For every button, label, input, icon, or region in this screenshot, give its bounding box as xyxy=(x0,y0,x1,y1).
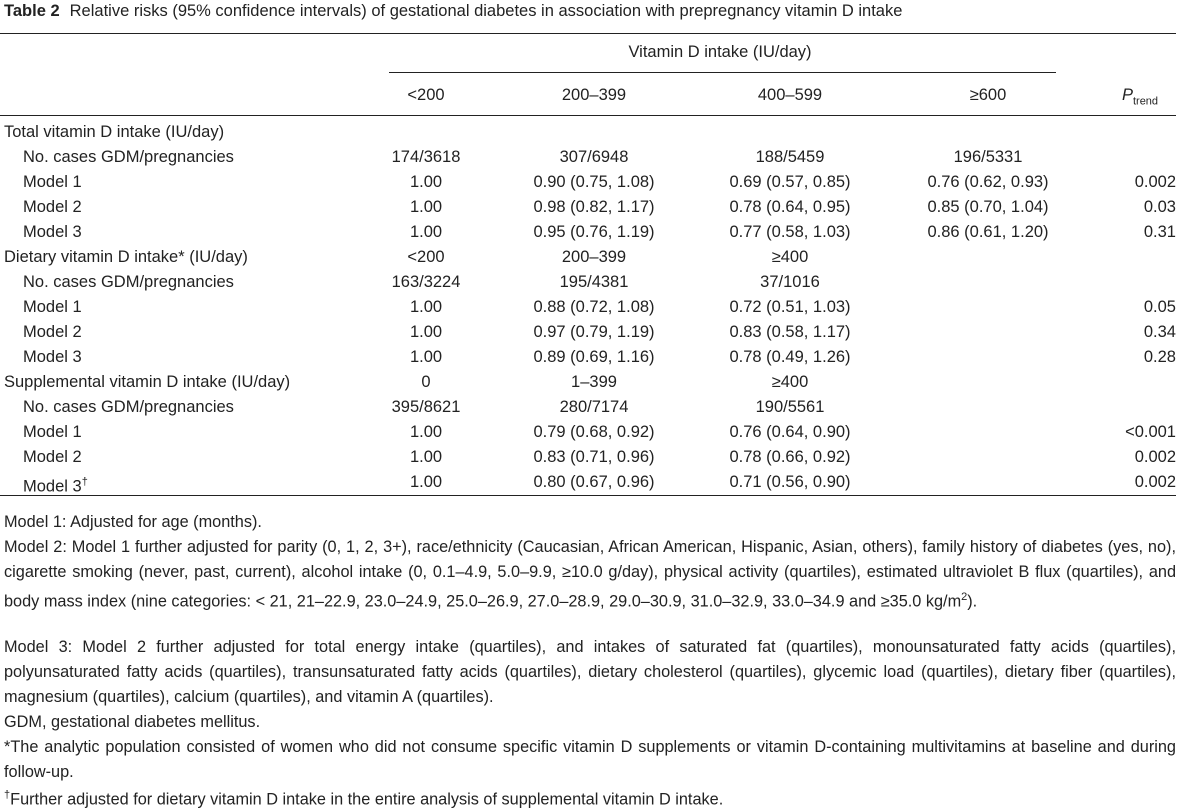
col-200-399-value: 0.79 (0.68, 0.92) xyxy=(533,423,655,441)
col-400-599-value: 0.78 (0.66, 0.92) xyxy=(729,448,851,466)
ptrend-value: 0.002 xyxy=(1134,448,1176,466)
col-200-399-value: 0.89 (0.69, 1.16) xyxy=(533,348,655,366)
column-group-header: Vitamin D intake (IU/day) xyxy=(628,43,812,61)
ptrend-value: 0.03 xyxy=(1143,198,1176,216)
col-400-599-value: 0.71 (0.56, 0.90) xyxy=(729,473,851,491)
footnote-model2-end: ). xyxy=(967,592,978,611)
table-row xyxy=(0,220,1181,245)
footnote-gdm: GDM, gestational diabetes mellitus. xyxy=(4,713,261,731)
row-label-text: Model 1 xyxy=(23,423,82,441)
table-caption xyxy=(4,2,902,21)
ptrend-value: 0.28 xyxy=(1143,348,1176,366)
table-row xyxy=(0,295,1181,320)
col-200-399-value: 200–399 xyxy=(561,248,627,266)
col-200-399-value: 0.83 (0.71, 0.96) xyxy=(533,448,655,466)
col-lt200-value: 395/8621 xyxy=(391,398,461,416)
table-row xyxy=(0,470,1181,495)
col-200-399-value: 307/6948 xyxy=(559,148,629,166)
col-ge600-value: 0.85 (0.70, 1.04) xyxy=(927,198,1049,216)
table-row xyxy=(0,195,1181,220)
row-label-text: No. cases GDM/pregnancies xyxy=(23,398,234,416)
row-label xyxy=(23,147,234,167)
col-200-399-value: 0.80 (0.67, 0.96) xyxy=(533,473,655,491)
col-ge600-value: 0.76 (0.62, 0.93) xyxy=(927,173,1049,191)
row-label-text: Model 2 xyxy=(23,323,82,341)
table-row xyxy=(0,270,1181,295)
row-label-text: Model 3 xyxy=(23,348,82,366)
table-row xyxy=(0,420,1181,445)
row-label-text: Model 3 xyxy=(23,477,82,496)
row-label xyxy=(23,297,82,317)
col-400-599-value: 188/5459 xyxy=(755,148,825,166)
footnote-dagger-mark: † xyxy=(4,789,11,801)
col-400-599-value: 0.72 (0.51, 1.03) xyxy=(729,298,851,316)
column-header-3: 400–599 xyxy=(757,86,823,104)
row-label xyxy=(23,422,82,442)
row-label-text: Model 1 xyxy=(23,298,82,316)
row-label-text: No. cases GDM/pregnancies xyxy=(23,273,234,291)
col-200-399-value: 0.88 (0.72, 1.08) xyxy=(533,298,655,316)
col-200-399-value: 280/7174 xyxy=(559,398,629,416)
header-rule xyxy=(0,115,1176,116)
column-header-1: <200 xyxy=(407,86,445,104)
table-row xyxy=(0,145,1181,170)
row-label xyxy=(23,322,82,342)
col-ge600-value: 196/5331 xyxy=(953,148,1023,166)
col-400-599-value: 0.78 (0.49, 1.26) xyxy=(729,348,851,366)
row-label xyxy=(23,347,82,367)
col-lt200-value: 1.00 xyxy=(409,198,443,216)
col-lt200-value: 1.00 xyxy=(409,423,443,441)
col-lt200-value: 1.00 xyxy=(409,348,443,366)
col-lt200-value: 1.00 xyxy=(409,298,443,316)
col-400-599-value: 0.78 (0.64, 0.95) xyxy=(729,198,851,216)
ptrend-value: 0.002 xyxy=(1134,473,1176,491)
footnote-model2-text: Model 2: Model 1 further adjusted for parity (0, 1, 2, 3+), race/ethnicity (Caucasian, African American, Hispanic, Asian, others), family history of diabetes (yes, no), cigarette smoking (never, past, current), alcohol intake (0, 0.1–4.9, 5.0–9.9, ≥10.0 g/day), physical activity (quartiles), estimated ultraviolet B flux (quartiles), and body mass index (nine categories: < 21, 21–22.9, 23.0–24.9, 25.0–26.9, 27.0–28.9, 29.0–30.9, 31.0–32.9, 33.0–34.9 and ≥35.0 kg/m xyxy=(4,538,1176,611)
col-lt200-value: 1.00 xyxy=(409,323,443,341)
column-group-rule xyxy=(389,72,1056,73)
col-lt200-value: 174/3618 xyxy=(391,148,461,166)
row-label xyxy=(4,247,248,267)
table-row xyxy=(0,245,1181,270)
footnote-star: *The analytic population consisted of women who did not consume specific vitamin D supplements or vitamin D-containing multivitamins at baseline and during follow-up. xyxy=(4,738,1176,781)
row-label-text: Supplemental vitamin D intake (IU/day) xyxy=(4,373,291,391)
ptrend-value: 0.05 xyxy=(1143,298,1176,316)
row-label-text: Model 3 xyxy=(23,223,82,241)
row-label xyxy=(23,397,234,417)
row-label-text: No. cases GDM/pregnancies xyxy=(23,148,234,166)
row-label xyxy=(23,222,82,242)
col-200-399-value: 0.97 (0.79, 1.19) xyxy=(533,323,655,341)
footnote-model3: Model 3: Model 2 further adjusted for total energy intake (quartiles), and intakes of saturated fat (quartiles), monounsaturated fatty acids (quartiles), polyunsaturated fatty acids (quartiles), transunsaturated fatty acids (quartiles), dietary cholesterol (quartiles), glycemic load (quartiles), dietary fiber (quartiles), magnesium (quartiles), calcium (quartiles), and vitamin A (quartiles). xyxy=(4,638,1176,706)
column-header-2: 200–399 xyxy=(561,86,627,104)
row-label xyxy=(23,197,82,217)
row-label-text: Dietary vitamin D intake* (IU/day) xyxy=(4,248,248,266)
ptrend-value: 0.002 xyxy=(1134,173,1176,191)
row-label xyxy=(23,272,234,292)
col-lt200-value: 1.00 xyxy=(409,173,443,191)
row-label xyxy=(4,122,224,142)
footnote-dagger xyxy=(4,783,1176,812)
footnote-model2-sup: 2 xyxy=(961,591,968,603)
row-label xyxy=(23,447,82,467)
col-lt200-value: 163/3224 xyxy=(391,273,461,291)
col-400-599-value: ≥400 xyxy=(771,373,809,391)
col-400-599-value: 0.83 (0.58, 1.17) xyxy=(729,323,851,341)
ptrend-symbol: P xyxy=(1121,86,1133,104)
col-200-399-value: 0.98 (0.82, 1.17) xyxy=(533,198,655,216)
col-400-599-value: 37/1016 xyxy=(760,273,820,291)
table-row xyxy=(0,120,1181,145)
table-row xyxy=(0,345,1181,370)
table-row xyxy=(0,445,1181,470)
col-400-599-value: 0.69 (0.57, 0.85) xyxy=(729,173,851,191)
row-label xyxy=(4,372,290,392)
col-400-599-value: ≥400 xyxy=(771,248,809,266)
row-label-text: Total vitamin D intake (IU/day) xyxy=(4,123,225,141)
col-200-399-value: 0.90 (0.75, 1.08) xyxy=(533,173,655,191)
col-400-599-value: 190/5561 xyxy=(755,398,825,416)
footnote-model2 xyxy=(4,535,1176,614)
ptrend-header xyxy=(1122,85,1158,111)
row-label-text: Model 1 xyxy=(23,173,82,191)
col-200-399-value: 0.95 (0.76, 1.19) xyxy=(533,223,655,241)
table-label: Table 2 xyxy=(4,2,60,20)
top-rule xyxy=(0,33,1176,34)
ptrend-value: <0.001 xyxy=(1125,423,1176,441)
bottom-rule xyxy=(0,495,1176,496)
col-400-599-value: 0.76 (0.64, 0.90) xyxy=(729,423,851,441)
ptrend-value: 0.31 xyxy=(1143,223,1176,241)
row-label-text: Model 2 xyxy=(23,448,82,466)
col-lt200-value: 0 xyxy=(421,373,431,391)
col-lt200-value: 1.00 xyxy=(409,473,443,491)
col-200-399-value: 195/4381 xyxy=(559,273,629,291)
footnote-model1: Model 1: Adjusted for age (months). xyxy=(4,513,262,531)
table-title: Relative risks (95% confidence intervals) of gestational diabetes in association with prepregnancy vitamin D intake xyxy=(69,2,903,20)
col-400-599-value: 0.77 (0.58, 1.03) xyxy=(729,223,851,241)
row-label-text: Model 2 xyxy=(23,198,82,216)
col-lt200-value: 1.00 xyxy=(409,223,443,241)
ptrend-subscript: trend xyxy=(1132,95,1159,108)
row-label-sup: † xyxy=(81,476,88,488)
row-label xyxy=(23,472,88,497)
footnote-dagger-text: Further adjusted for dietary vitamin D intake in the entire analysis of supplemental vitamin D intake. xyxy=(10,790,724,809)
table-row xyxy=(0,320,1181,345)
table-row xyxy=(0,370,1181,395)
table-row xyxy=(0,395,1181,420)
row-label xyxy=(23,172,82,192)
col-200-399-value: 1–399 xyxy=(571,373,617,391)
col-lt200-value: 1.00 xyxy=(409,448,443,466)
col-ge600-value: 0.86 (0.61, 1.20) xyxy=(927,223,1049,241)
table-row xyxy=(0,170,1181,195)
col-lt200-value: <200 xyxy=(407,248,445,266)
ptrend-value: 0.34 xyxy=(1143,323,1176,341)
column-header-4: ≥600 xyxy=(969,86,1007,104)
